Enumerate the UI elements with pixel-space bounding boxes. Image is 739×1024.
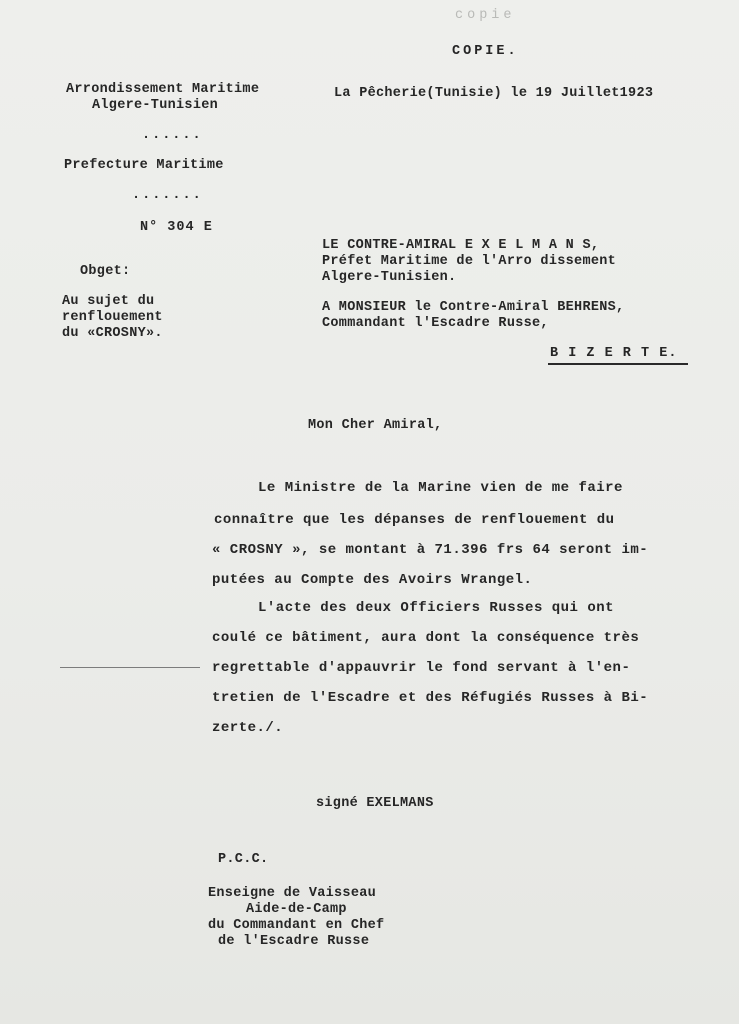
salutation: Mon Cher Amiral, — [308, 418, 443, 433]
body-p1-line-4: putées au Compte des Avoirs Wrangel. — [212, 572, 533, 588]
body-p2-line-2: coulé ce bâtiment, aura dont la conséquence très — [212, 630, 640, 646]
body-p2-line-4: tretien de l'Escadre et des Réfugiés Russes à Bi- — [212, 690, 649, 706]
org-line-1: Arrondissement Maritime — [66, 82, 260, 97]
recipient-city: B I Z E R T E. — [550, 346, 678, 361]
pcc-label: P.C.C. — [218, 852, 269, 867]
body-p2-line-3: regrettable d'appauvrir le fond servant à l'en- — [212, 660, 631, 676]
subject-line-2: renflouement — [62, 310, 163, 325]
copy-label: COPIE. — [452, 44, 519, 59]
signature: signé EXELMANS — [316, 796, 434, 811]
subject-label: Obget: — [80, 264, 131, 279]
org-line-2: Algere-Tunisien — [92, 98, 219, 113]
cert-line-4: de l'Escadre Russe — [218, 934, 370, 949]
cert-line-2: Aide-de-Camp — [246, 902, 347, 917]
reference-number: N° 304 E — [140, 220, 213, 235]
body-p1-line-3: « CROSNY », se montant à 71.396 frs 64 seront im- — [212, 542, 649, 558]
city-underline — [548, 363, 688, 365]
sender-line-3: Algere-Tunisien. — [322, 270, 457, 285]
body-p2-line-5: zerte./. — [212, 720, 284, 736]
sender-line-2: Préfet Maritime de l'Arro dissement — [322, 254, 617, 269]
subject-line-1: Au sujet du — [62, 294, 155, 309]
separator-dots-2: ....... — [132, 188, 203, 203]
recipient-line-2: Commandant l'Escadre Russe, — [322, 316, 549, 331]
body-p2-line-1: L'acte des deux Officiers Russes qui ont — [258, 600, 615, 616]
cert-line-1: Enseigne de Vaisseau — [208, 886, 377, 901]
margin-stroke — [60, 667, 200, 668]
body-p1-line-1: Le Ministre de la Marine vien de me faire — [258, 480, 623, 496]
sender-line-1: LE CONTRE-AMIRAL E X E L M A N S, — [322, 238, 600, 253]
recipient-line-1: A MONSIEUR le Contre-Amiral BEHRENS, — [322, 300, 625, 315]
separator-dots-1: ...... — [142, 128, 203, 143]
prefecture-label: Prefecture Maritime — [64, 158, 224, 173]
faint-copy-label: copie — [455, 8, 516, 23]
body-p1-line-2: connaître que les dépanses de renflouement du — [214, 512, 615, 528]
place-date: La Pêcherie(Tunisie) le 19 Juillet1923 — [334, 86, 654, 101]
cert-line-3: du Commandant en Chef — [208, 918, 385, 933]
subject-line-3: du «CROSNY». — [62, 326, 163, 341]
